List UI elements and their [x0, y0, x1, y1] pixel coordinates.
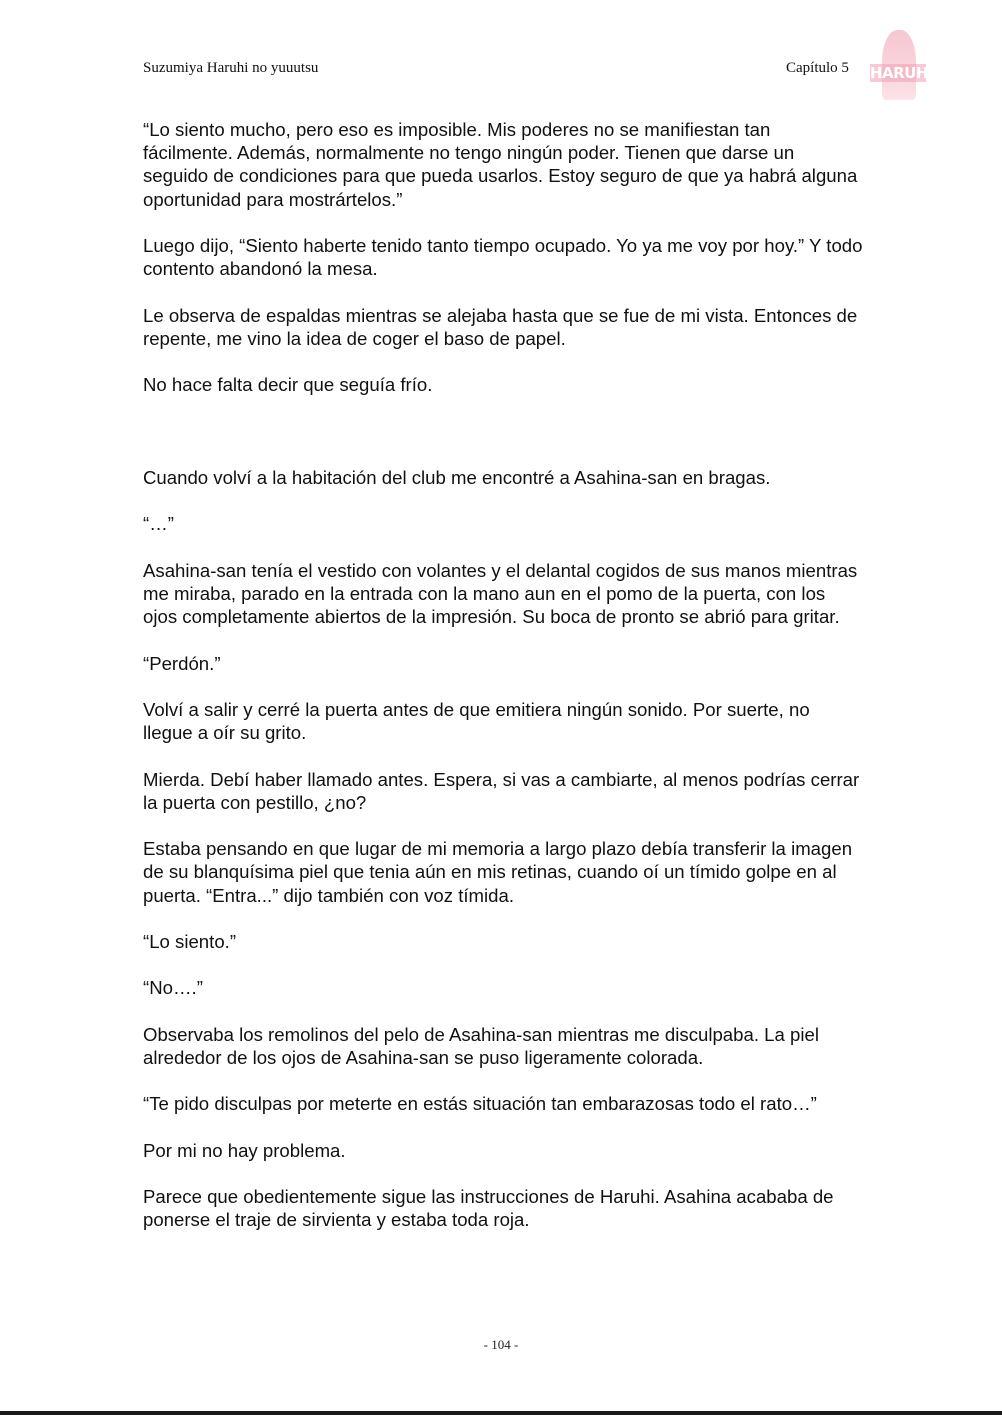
- paragraph: Asahina-san tenía el vestido con volantes y el delantal cogidos de sus manos mientras me miraba, parado en la entrada con la mano aun en el pomo de la puerta, con los ojos completamente abiertos de la impresión. Su boca de pronto se abrió para gritar.: [143, 559, 858, 628]
- paragraph: “…”: [143, 513, 174, 535]
- paragraph: “Lo siento.”: [143, 930, 237, 952]
- paragraph: “Perdón.”: [143, 652, 221, 674]
- running-header-chapter: Capítulo 5: [786, 60, 849, 76]
- paragraph: “Te pido disculpas por meterte en estás situación tan embarazosas todo el rato…”: [143, 1093, 817, 1115]
- paragraph: Cuando volví a la habitación del club me encontré a Asahina-san en bragas.: [143, 466, 771, 488]
- body-text: [143, 118, 863, 1255]
- paragraph: Volví a salir y cerré la puerta antes de que emitiera ningún sonido. Por suerte, no llegue a oír su grito.: [143, 698, 810, 744]
- paragraph: Le observa de espaldas mientras se alejaba hasta que se fue de mi vista. Entonces de repente, me vino la idea de coger el baso de papel.: [143, 304, 858, 349]
- paragraph: Por mi no hay problema.: [143, 1139, 346, 1161]
- page-number: - 104 -: [483, 1337, 519, 1352]
- paragraph: Estaba pensando en que lugar de mi memoria a largo plazo debía transferir la imagen de su blanquísima piel que tenia aún en mis retinas, cuando oí un tímido golpe en al puerta. “Entra...” dijo también con voz tímida.: [143, 838, 853, 906]
- bottom-rule: [0, 1411, 1002, 1415]
- paragraph: No hace falta decir que seguía frío.: [143, 374, 433, 396]
- paragraph: Mierda. Debí haber llamado antes. Espera, si vas a cambiarte, al menos podrías cerrar la puerta con pestillo, ¿no?: [143, 768, 860, 813]
- paragraph: Parece que obedientemente sigue las instrucciones de Haruhi. Asahina acababa de ponerse el traje de sirvienta y estaba toda roja.: [143, 1186, 834, 1231]
- running-header-title: Suzumiya Haruhi no yuuutsu: [143, 60, 319, 76]
- paragraph: Observaba los remolinos del pelo de Asahina-san mientras me disculpaba. La piel alrededor de los ojos de Asahina-san se puso ligeramente colorada.: [143, 1023, 819, 1068]
- logo-text: HARUHI: [870, 64, 934, 82]
- paragraph: Luego dijo, “Siento haberte tenido tanto tiempo ocupado. Yo ya me voy por hoy.” Y todo contento abandonó la mesa.: [143, 235, 863, 280]
- paragraph: “No….”: [143, 977, 203, 999]
- haruhi-logo-icon: [870, 30, 934, 100]
- paragraph: “Lo siento mucho, pero eso es imposible. Mis poderes no se manifiestan tan fácilmente. Además, normalmente no tengo ningún poder. Tienen que darse un seguido de condiciones para que pueda usarlos. Estoy seguro de que ya habrá alguna oportunidad para mostrártelos.”: [143, 119, 858, 210]
